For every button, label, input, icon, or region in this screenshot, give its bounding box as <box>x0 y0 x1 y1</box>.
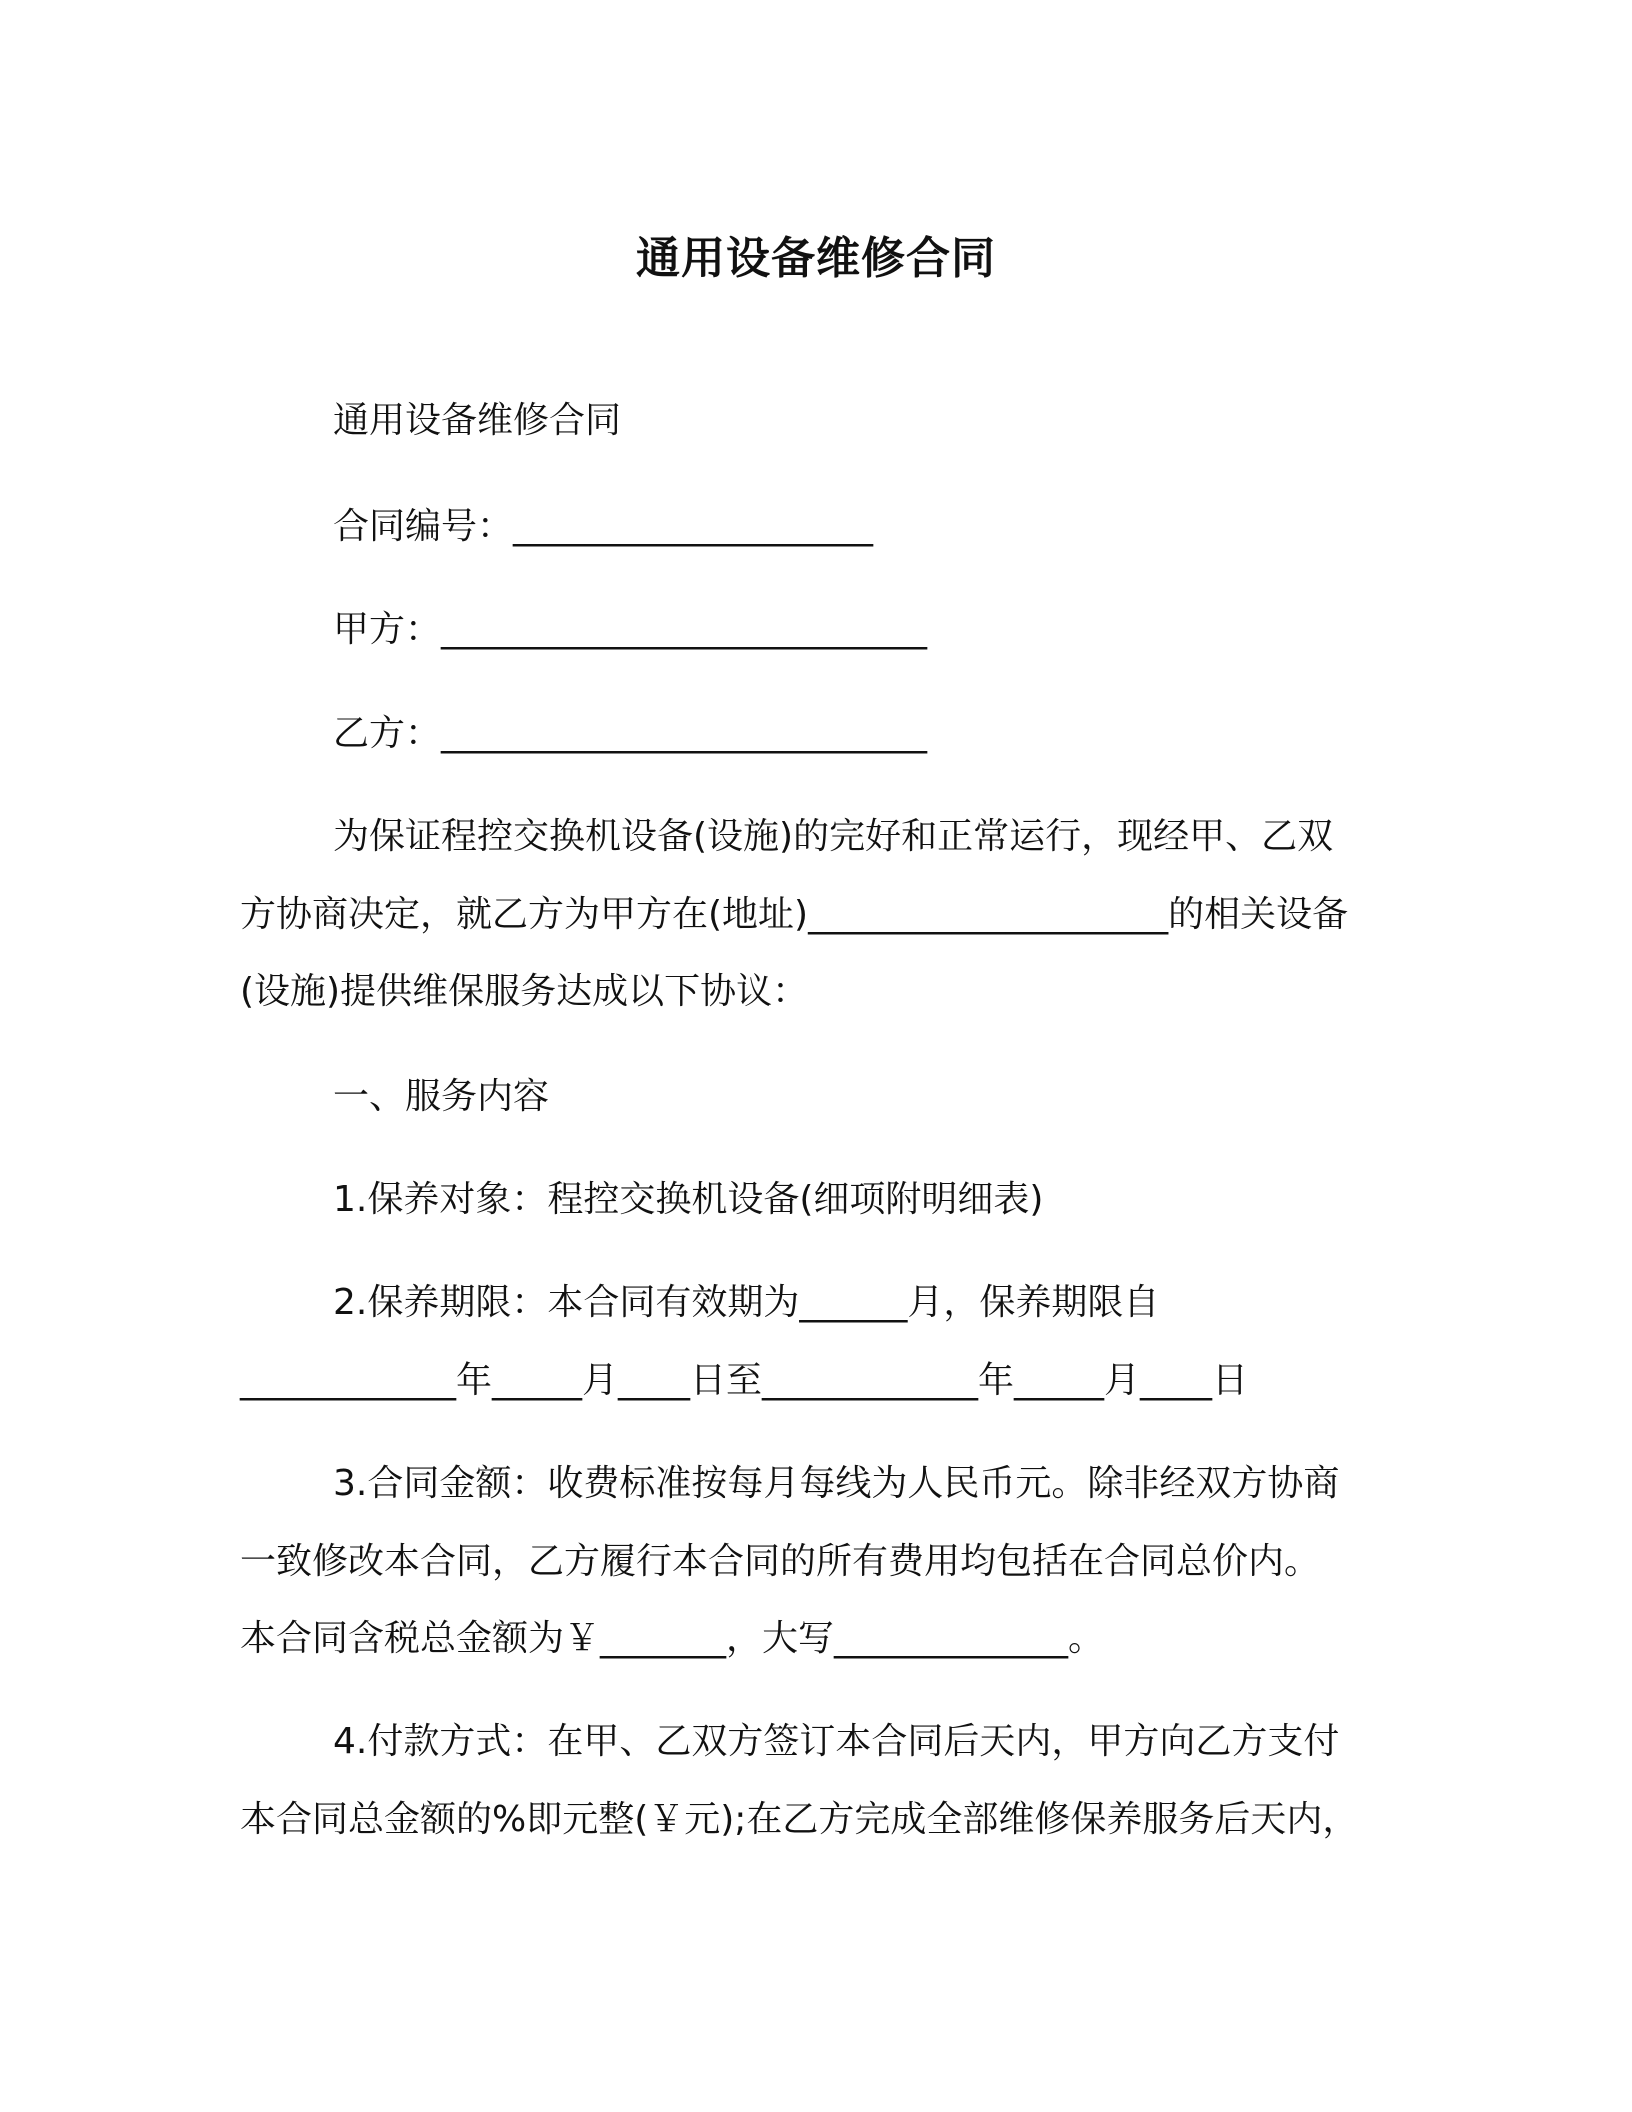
item-2-line: 2.保养期限：本合同有效期为______月，保养期限自 <box>333 1282 1160 1323</box>
party-b-line: 乙方：___________________________ <box>333 713 928 754</box>
item-2-line: ____________年_____月____日至____________年_____月____日 <box>240 1360 1248 1401</box>
intro-paragraph-line: (设施)提供维保服务达成以下协议： <box>240 971 809 1012</box>
item-4-line: 4.付款方式：在甲、乙双方签订本合同后天内，甲方向乙方支付 <box>333 1721 1340 1762</box>
item-4-line: 本合同总金额的%即元整(￥元);在乙方完成全部维修保养服务后天内， <box>240 1799 1359 1840</box>
section-heading: 一、服务内容 <box>333 1076 550 1117</box>
intro-paragraph-line: 为保证程控交换机设备(设施)的完好和正常运行，现经甲、乙双 <box>333 816 1334 857</box>
item-3-line: 一致修改本合同，乙方履行本合同的所有费用均包括在合同总价内。 <box>240 1541 1321 1582</box>
item-1-line: 1.保养对象：程控交换机设备(细项附明细表) <box>333 1179 1044 1220</box>
party-a-line: 甲方：___________________________ <box>333 609 928 650</box>
item-3-line: 本合同含税总金额为￥_______，大写_____________。 <box>240 1618 1105 1659</box>
contract-number-line: 合同编号：____________________ <box>333 506 874 547</box>
intro-paragraph-line: 方协商决定，就乙方为甲方在(地址)____________________的相关设备 <box>240 894 1349 935</box>
item-3-line: 3.合同金额：收费标准按每月每线为人民币元。除非经双方协商 <box>333 1463 1340 1504</box>
document-title: 通用设备维修合同 <box>636 233 996 284</box>
document-subtitle: 通用设备维修合同 <box>333 400 622 441</box>
